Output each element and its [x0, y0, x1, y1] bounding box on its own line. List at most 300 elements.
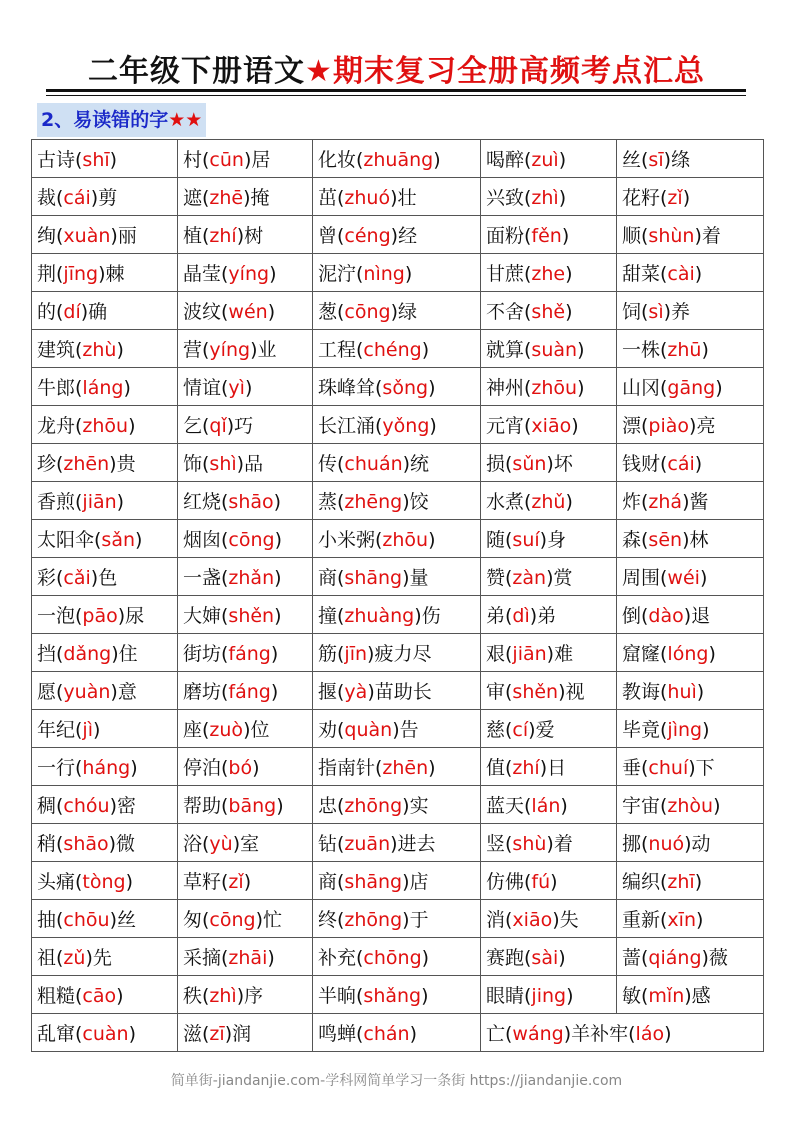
pinyin: yuàn	[63, 681, 111, 703]
word-text: 红烧(	[183, 491, 229, 513]
word-text: 的(	[37, 301, 64, 323]
word-text: 消(	[486, 909, 513, 931]
pinyin: zhī	[667, 871, 695, 893]
pinyin: zhí	[209, 225, 237, 247]
word-text: 花籽(	[622, 187, 668, 209]
table-row	[32, 1014, 764, 1052]
word-cell	[617, 862, 764, 900]
word-text: )住	[111, 643, 138, 665]
pinyin: sī	[648, 149, 664, 171]
word-text: 赞(	[486, 567, 513, 589]
pinyin: shāo	[228, 491, 274, 513]
pinyin: pāo	[82, 605, 118, 627]
pinyin: shù	[512, 833, 547, 855]
word-text: )林	[682, 529, 709, 551]
pinyin: zàn	[512, 567, 547, 589]
word-text: 眼睛(	[486, 985, 532, 1007]
pinyin: wén	[228, 301, 268, 323]
word-cell	[32, 710, 178, 748]
word-cell	[617, 406, 764, 444]
word-text: 牛郎(	[37, 377, 83, 399]
word-text: 情谊(	[183, 377, 229, 399]
word-cell	[313, 976, 481, 1014]
word-text: )经	[390, 225, 418, 247]
word-text: 葱(	[318, 301, 345, 323]
word-text: 晶莹(	[183, 263, 229, 285]
word-text: )绿	[390, 301, 418, 323]
word-text: 仿佛(	[486, 871, 532, 893]
word-text: 值(	[486, 757, 513, 779]
word-text: )	[267, 947, 275, 969]
word-cell	[178, 254, 313, 292]
word-text: )失	[552, 909, 579, 931]
pinyin: cái	[667, 453, 695, 475]
table-row	[32, 634, 764, 672]
pinyin: fěn	[531, 225, 562, 247]
pinyin: chuí	[648, 757, 689, 779]
table-row	[32, 444, 764, 482]
word-cell	[617, 748, 764, 786]
word-cell	[481, 178, 617, 216]
word-cell	[481, 672, 617, 710]
pinyin: zhāi	[228, 947, 268, 969]
word-text: 饰(	[183, 453, 210, 475]
word-cell	[313, 178, 481, 216]
word-text: )羊补牢(	[563, 1023, 636, 1045]
title-main: 二年级下册语文	[88, 54, 306, 89]
word-cell	[313, 672, 481, 710]
pinyin: zhì	[531, 187, 559, 209]
table-row	[32, 900, 764, 938]
word-text: )	[565, 491, 573, 513]
pinyin: shāng	[344, 567, 403, 589]
word-text: 神州(	[486, 377, 532, 399]
word-cell	[481, 482, 617, 520]
table-row	[32, 786, 764, 824]
word-text: )	[269, 263, 277, 285]
word-cell	[481, 558, 617, 596]
word-cell	[313, 938, 481, 976]
word-cell	[32, 824, 178, 862]
word-text: 烟囱(	[183, 529, 229, 551]
word-text: )	[274, 567, 282, 589]
page-title	[0, 46, 793, 90]
pinyin: jiān	[82, 491, 117, 513]
word-text: 劝(	[318, 719, 345, 741]
word-cell	[178, 482, 313, 520]
word-cell	[178, 710, 313, 748]
word-text: 损(	[486, 453, 513, 475]
word-text: 指南针(	[318, 757, 383, 779]
word-cell	[481, 330, 617, 368]
word-text: 太阳伞(	[37, 529, 102, 551]
word-text: )居	[243, 149, 271, 171]
word-text: )	[664, 1023, 672, 1045]
word-text: )告	[392, 719, 419, 741]
word-text: 钻(	[318, 833, 345, 855]
word-text: 审(	[486, 681, 513, 703]
word-cell	[32, 292, 178, 330]
word-cell	[617, 140, 764, 178]
pinyin: sēn	[648, 529, 683, 551]
pinyin: yù	[209, 833, 233, 855]
word-text: )视	[558, 681, 585, 703]
word-text: 滋(	[183, 1023, 210, 1045]
word-text: 祖(	[37, 947, 64, 969]
table-row	[32, 482, 764, 520]
pinyin: gāng	[667, 377, 716, 399]
word-cell	[313, 558, 481, 596]
word-text: )	[708, 643, 716, 665]
word-text: )	[130, 757, 138, 779]
word-cell	[178, 672, 313, 710]
word-cell	[481, 1014, 764, 1052]
word-text: 敏(	[622, 985, 649, 1007]
table-row	[32, 824, 764, 862]
word-text: )	[699, 567, 708, 589]
pinyin: háng	[82, 757, 131, 779]
pinyin: dí	[63, 301, 81, 323]
word-cell	[313, 368, 481, 406]
word-text: )	[421, 339, 430, 361]
word-text: )位	[243, 719, 270, 741]
word-text: )尿	[117, 605, 145, 627]
word-cell	[617, 368, 764, 406]
word-text: )微	[108, 833, 136, 855]
word-text: 珍(	[37, 453, 64, 475]
word-cell	[178, 520, 313, 558]
word-text: )下	[688, 757, 715, 779]
word-text: 年纪(	[37, 719, 83, 741]
word-cell	[481, 862, 617, 900]
word-cell	[32, 938, 178, 976]
word-cell	[178, 976, 313, 1014]
word-text: )	[276, 795, 284, 817]
word-text: 茁(	[318, 187, 345, 209]
word-text: )室	[232, 833, 260, 855]
pinyin: zhē	[209, 187, 244, 209]
word-text: )	[243, 871, 252, 893]
word-cell	[178, 596, 313, 634]
word-text: 随(	[486, 529, 513, 551]
word-text: )身	[539, 529, 567, 551]
word-text: )丽	[110, 225, 137, 247]
word-text: 小米粥(	[318, 529, 383, 551]
pinyin: xiāo	[512, 909, 553, 931]
word-text: 街坊(	[183, 643, 229, 665]
word-cell	[617, 178, 764, 216]
word-text: )	[713, 795, 721, 817]
word-text: 粗糙(	[37, 985, 83, 1007]
pinyin: láng	[82, 377, 124, 399]
word-text: )	[409, 1023, 418, 1045]
word-text: )统	[402, 453, 430, 475]
word-text: )着	[546, 833, 573, 855]
word-cell	[32, 216, 178, 254]
word-text: )	[421, 947, 430, 969]
word-text: 头痛(	[37, 871, 83, 893]
pinyin: zhōu	[82, 415, 129, 437]
word-cell	[313, 292, 481, 330]
pinyin: cōng	[344, 301, 391, 323]
pinyin: shùn	[648, 225, 695, 247]
word-text: )	[428, 757, 436, 779]
word-text: )弟	[529, 605, 557, 627]
pinyin: zhuàng	[344, 605, 415, 627]
word-text: 饲(	[622, 301, 649, 323]
word-text: 磨坊(	[183, 681, 229, 703]
word-text: )	[116, 339, 124, 361]
word-text: )树	[236, 225, 264, 247]
word-cell	[32, 178, 178, 216]
word-cell	[313, 900, 481, 938]
pinyin: bāng	[228, 795, 277, 817]
table-row	[32, 710, 764, 748]
word-cell	[178, 178, 313, 216]
word-cell	[32, 140, 178, 178]
word-text: )掩	[243, 187, 270, 209]
pinyin: zǐ	[228, 871, 244, 893]
word-cell	[178, 1014, 313, 1052]
word-text: )品	[236, 453, 264, 475]
pinyin: jīng	[63, 263, 99, 285]
table-row	[32, 862, 764, 900]
word-text: )实	[402, 795, 429, 817]
word-text: 慈(	[486, 719, 513, 741]
word-cell	[178, 368, 313, 406]
pinyin: cài	[667, 263, 695, 285]
word-text: 亡(	[486, 1023, 513, 1045]
pinyin: zuì	[531, 149, 559, 171]
word-text: 稠(	[37, 795, 64, 817]
table-row	[32, 178, 764, 216]
title-rule-thick	[46, 89, 746, 92]
word-text: )壮	[390, 187, 417, 209]
pinyin: mǐn	[648, 985, 685, 1007]
pinyin: huì	[667, 681, 697, 703]
word-cell	[481, 900, 617, 938]
word-cell	[178, 330, 313, 368]
pinyin: zhuó	[344, 187, 391, 209]
pinyin: zhì	[209, 985, 237, 1007]
pinyin: zuò	[209, 719, 244, 741]
word-text: )	[267, 301, 276, 323]
word-text: )	[566, 985, 574, 1007]
pinyin: jì	[82, 719, 93, 741]
word-text: 宇宙(	[622, 795, 668, 817]
word-cell	[617, 558, 764, 596]
table-row	[32, 330, 764, 368]
word-text: )赏	[546, 567, 573, 589]
pinyin: zhū	[667, 339, 702, 361]
word-table	[31, 139, 764, 1052]
word-cell	[32, 1014, 178, 1052]
word-cell	[178, 634, 313, 672]
word-text: )	[428, 377, 436, 399]
word-text: 水煮(	[486, 491, 532, 513]
pinyin: shì	[209, 453, 237, 475]
pinyin: chóu	[63, 795, 110, 817]
word-text: 教诲(	[622, 681, 668, 703]
pinyin: fáng	[228, 681, 271, 703]
word-text: 绚(	[37, 225, 64, 247]
word-text: 植(	[183, 225, 210, 247]
word-text: )	[128, 415, 136, 437]
word-cell	[617, 330, 764, 368]
pinyin: wáng	[512, 1023, 564, 1045]
pinyin: nìng	[363, 263, 405, 285]
word-cell	[178, 292, 313, 330]
word-text: )感	[684, 985, 711, 1007]
word-text: )	[92, 719, 101, 741]
word-text: )	[123, 377, 131, 399]
word-cell	[481, 444, 617, 482]
table-row	[32, 254, 764, 292]
word-text: 周围(	[622, 567, 668, 589]
word-cell	[178, 824, 313, 862]
word-cell	[313, 786, 481, 824]
word-text: 倒(	[622, 605, 649, 627]
word-text: )退	[683, 605, 711, 627]
word-cell	[32, 406, 178, 444]
word-text: 揠(	[318, 681, 345, 703]
word-text: )序	[236, 985, 264, 1007]
word-cell	[313, 406, 481, 444]
section-stars: ★★	[168, 109, 203, 131]
word-cell	[313, 216, 481, 254]
word-text: )	[274, 605, 282, 627]
pinyin: dǎng	[63, 643, 112, 665]
word-text: 山冈(	[622, 377, 668, 399]
word-text: )	[702, 719, 710, 741]
word-text: )	[429, 415, 437, 437]
word-cell	[32, 900, 178, 938]
pinyin: xīn	[667, 909, 696, 931]
word-cell	[617, 900, 764, 938]
word-text: )	[109, 149, 118, 171]
pinyin: bó	[228, 757, 253, 779]
word-text: 炸(	[622, 491, 649, 513]
word-text: 匆(	[183, 909, 210, 931]
word-cell	[481, 786, 617, 824]
pinyin: chōu	[63, 909, 110, 931]
word-cell	[481, 976, 617, 1014]
word-text: 曾(	[318, 225, 345, 247]
word-cell	[32, 596, 178, 634]
word-cell	[313, 710, 481, 748]
word-text: )	[252, 757, 260, 779]
word-text: 喝醉(	[486, 149, 532, 171]
word-text: )亮	[689, 415, 716, 437]
word-text: 窟窿(	[622, 643, 668, 665]
word-text: 忠(	[318, 795, 345, 817]
word-cell	[313, 596, 481, 634]
word-text: )	[701, 339, 709, 361]
word-cell	[481, 710, 617, 748]
pinyin: zhēn	[63, 453, 110, 475]
word-text: )业	[250, 339, 277, 361]
footer-text: 简单街-jiandanjie.com-学科网简单学习一条街 https://jiandanjie.com	[170, 1073, 623, 1089]
word-text: )	[270, 643, 279, 665]
word-text: )忙	[255, 909, 283, 931]
word-text: 撞(	[318, 605, 345, 627]
word-text: )棘	[98, 263, 125, 285]
word-text: )贵	[109, 453, 136, 475]
pinyin: wéi	[667, 567, 700, 589]
word-text: )饺	[402, 491, 429, 513]
pinyin: shǎng	[363, 985, 422, 1007]
word-text: 商(	[318, 567, 345, 589]
word-cell	[617, 596, 764, 634]
word-cell	[481, 824, 617, 862]
word-text: 筋(	[318, 643, 345, 665]
pinyin: cōng	[209, 909, 256, 931]
word-text: 蓝天(	[486, 795, 532, 817]
word-cell	[178, 938, 313, 976]
word-text: )	[125, 871, 134, 893]
word-text: )	[404, 263, 413, 285]
word-cell	[617, 710, 764, 748]
word-cell	[481, 254, 617, 292]
word-text: )坏	[546, 453, 573, 475]
word-text: )巧	[226, 415, 254, 437]
word-cell	[32, 558, 178, 596]
pinyin: zhuāng	[363, 149, 434, 171]
word-text: 泥泞(	[318, 263, 364, 285]
word-text: )于	[402, 909, 429, 931]
word-text: )苗助长	[367, 681, 432, 703]
word-text: 毕竟(	[622, 719, 668, 741]
word-text: 兴致(	[486, 187, 532, 209]
word-text: )	[135, 529, 143, 551]
pinyin: cuàn	[82, 1023, 129, 1045]
word-cell	[313, 862, 481, 900]
pinyin: zhù	[82, 339, 117, 361]
word-text: 营(	[183, 339, 210, 361]
table-row	[32, 596, 764, 634]
word-cell	[178, 558, 313, 596]
word-text: )色	[90, 567, 118, 589]
word-cell	[313, 634, 481, 672]
word-text: )	[694, 871, 703, 893]
pinyin: suàn	[531, 339, 578, 361]
word-text: 甜菜(	[622, 263, 668, 285]
word-text: )	[560, 795, 568, 817]
word-cell	[313, 482, 481, 520]
word-text: )丝	[109, 909, 136, 931]
word-cell	[32, 862, 178, 900]
word-cell	[481, 938, 617, 976]
word-text: 赛跑(	[486, 947, 532, 969]
word-cell	[178, 216, 313, 254]
word-cell	[481, 406, 617, 444]
word-text: 传(	[318, 453, 345, 475]
word-cell	[32, 254, 178, 292]
word-cell	[481, 292, 617, 330]
pinyin: cōng	[228, 529, 275, 551]
pinyin: zhēng	[344, 491, 403, 513]
pinyin: cái	[63, 187, 91, 209]
pinyin: zhǎn	[228, 567, 275, 589]
word-text: 村(	[183, 149, 210, 171]
word-text: 草籽(	[183, 871, 229, 893]
word-text: )	[561, 225, 570, 247]
pinyin: jīn	[344, 643, 368, 665]
pinyin: sài	[531, 947, 559, 969]
word-cell	[617, 938, 764, 976]
word-text: )	[682, 187, 691, 209]
word-text: 商(	[318, 871, 345, 893]
